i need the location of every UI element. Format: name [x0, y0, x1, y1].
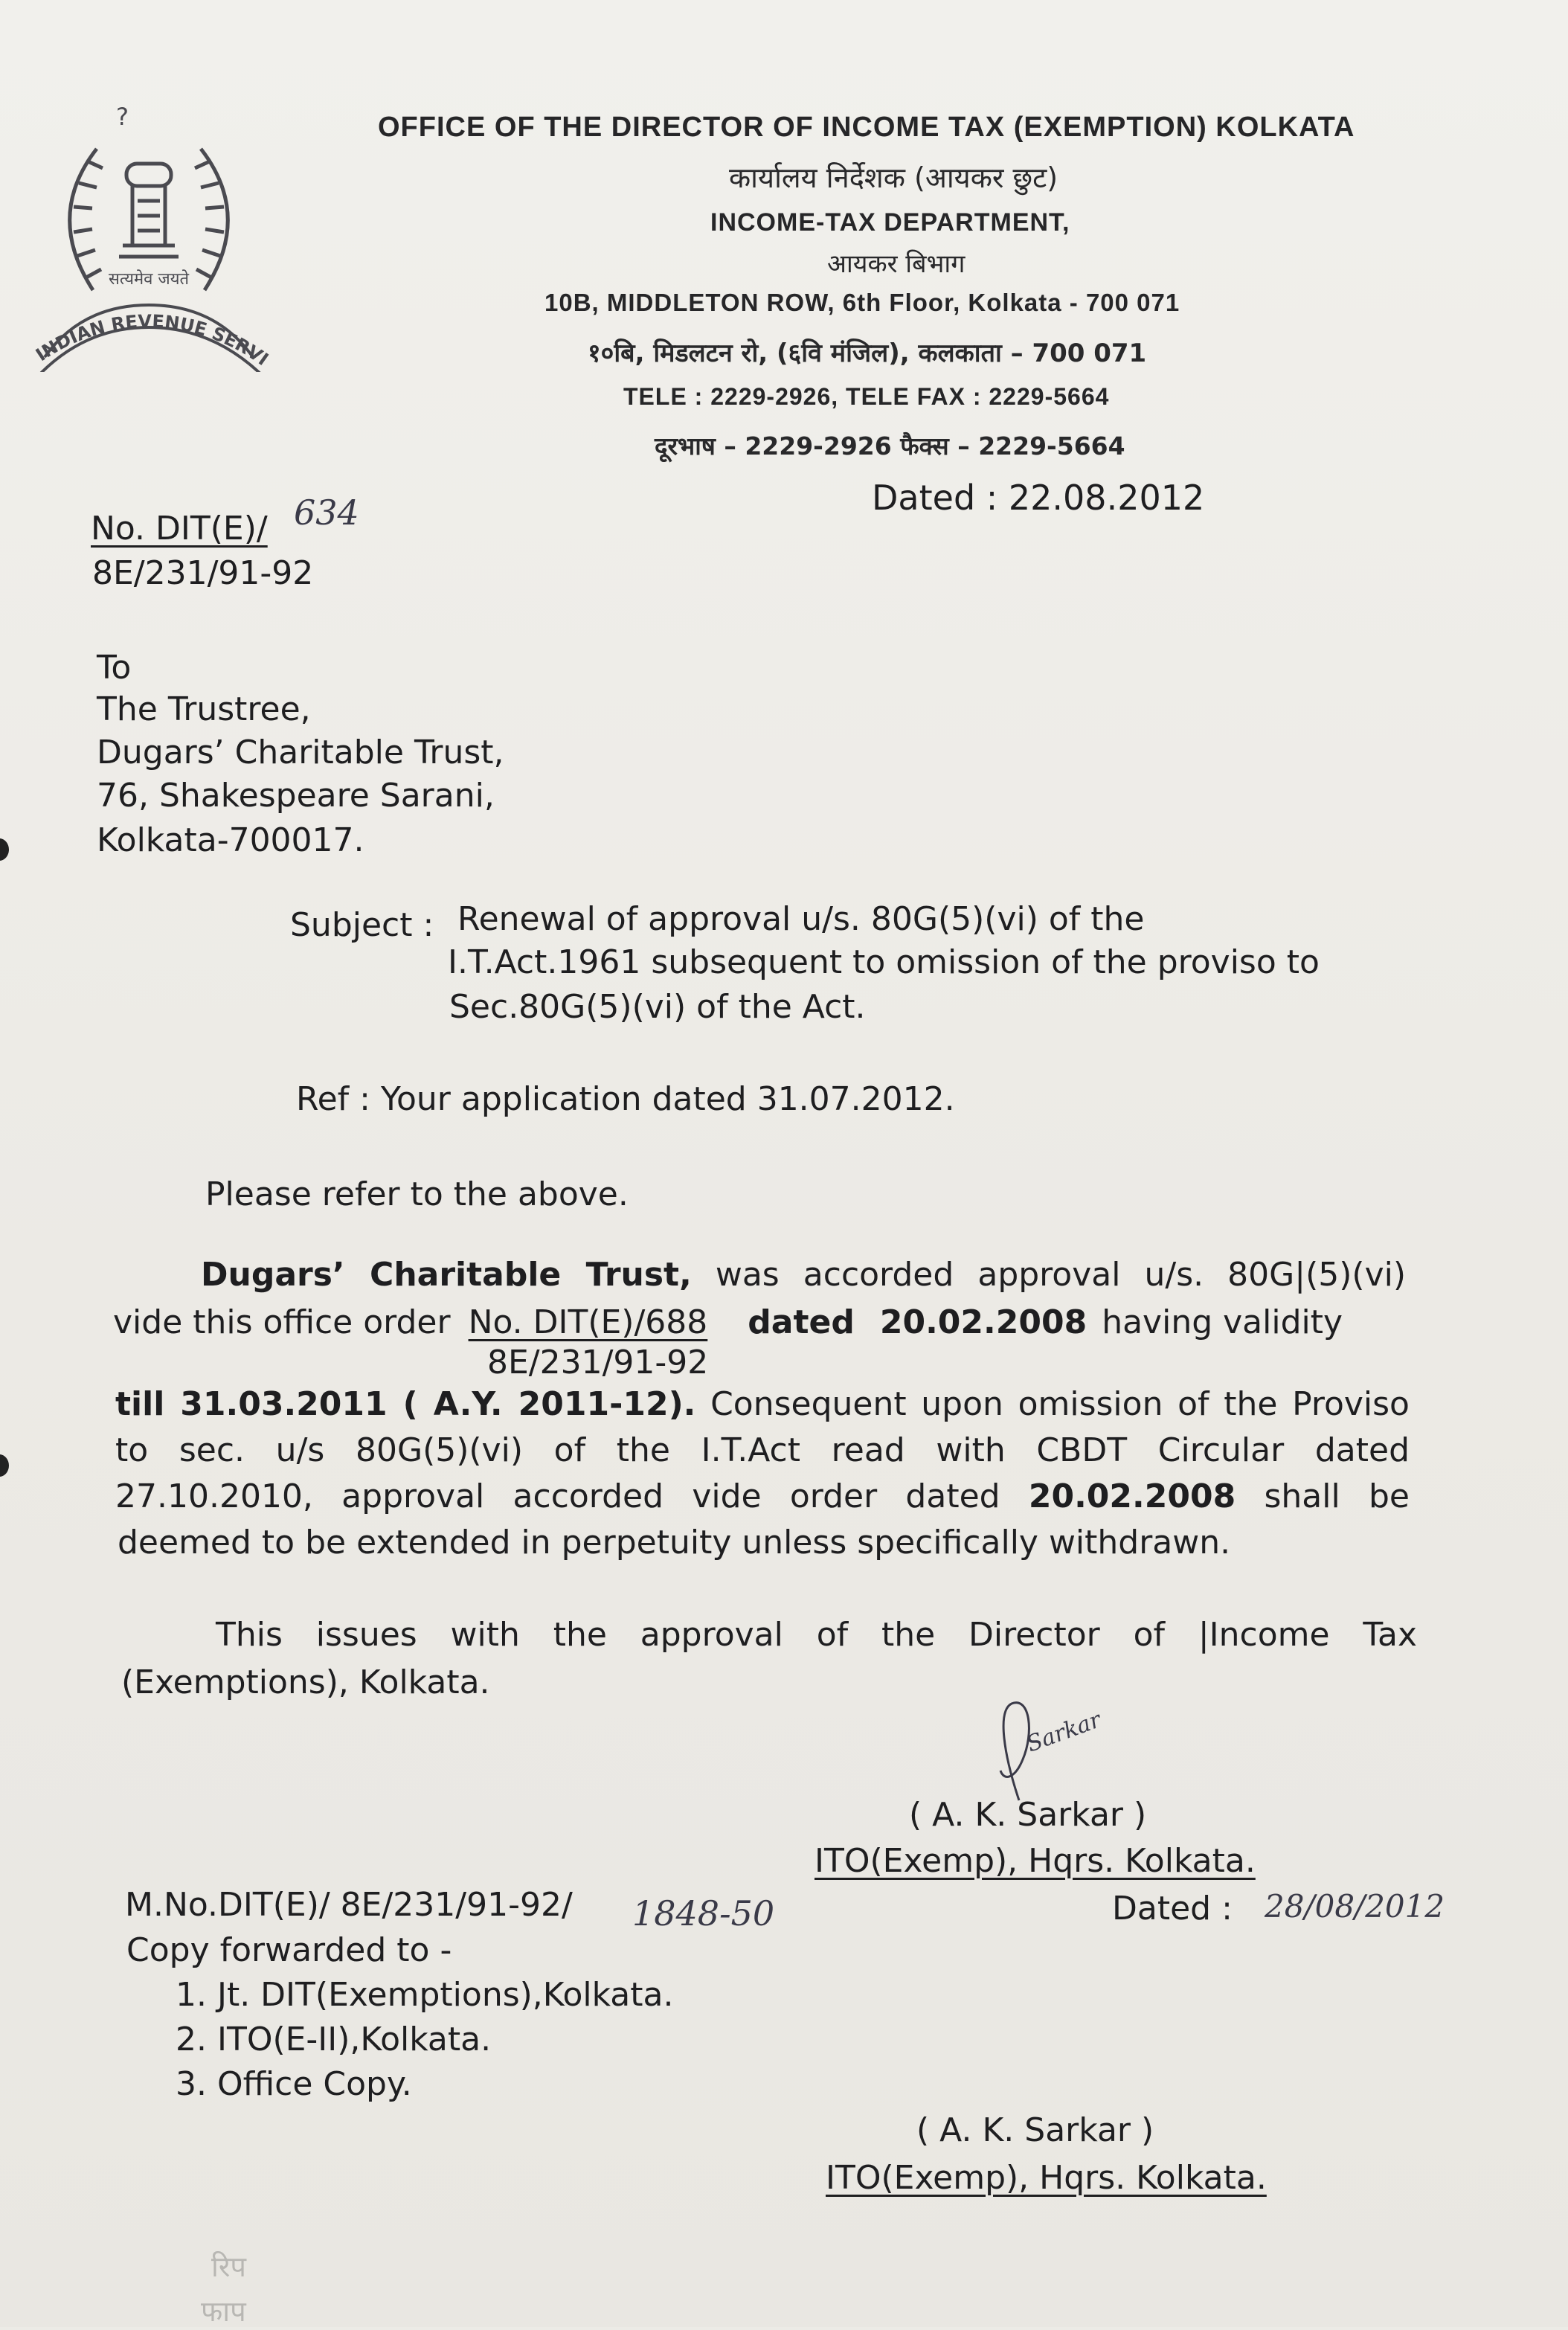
signature-text: Sarkar — [1023, 1707, 1105, 1758]
office-title-en: OFFICE OF THE DIRECTOR OF INCOME TAX (EXEMPTION) KOLKATA — [378, 112, 1355, 143]
para1-line4 — [115, 1385, 1410, 1423]
copy-recipient: 1. Jt. DIT(Exemptions),Kolkata. — [176, 1976, 674, 2014]
para2-line2: (Exemptions), Kolkata. — [121, 1663, 490, 1701]
order-date: 20.02.2008 — [1028, 1477, 1236, 1515]
para1-line2 — [113, 1303, 1343, 1341]
ref-line: Ref : Your application dated 31.07.2012. — [296, 1080, 955, 1118]
reference-number: No. DIT(E)/ — [91, 510, 268, 548]
faint-mark: रिप — [211, 2250, 246, 2283]
signatory-name: ( A. K. Sarkar ) — [909, 1796, 1147, 1834]
copy-dated-label: Dated : — [1112, 1890, 1233, 1928]
validity-till: till 31.03.2011 ( A.Y. 2011-12). — [115, 1385, 696, 1423]
copy-date-handwritten: 28/08/2012 — [1265, 1888, 1445, 1925]
subject-line: Sec.80G(5)(vi) of the Act. — [449, 988, 866, 1026]
para1-text: Consequent upon omission of the Proviso — [710, 1385, 1410, 1423]
subject-label: Subject : — [290, 906, 434, 944]
para1-text: dated — [748, 1303, 855, 1341]
subject-line: Renewal of approval u/s. 80G(5)(vi) of the — [457, 900, 1145, 938]
copy-forwarded-label: Copy forwarded to - — [126, 1931, 452, 1969]
dept-title-hi: आयकर बिभाग — [827, 249, 965, 279]
addressee-line: 76, Shakespeare Sarani, — [97, 777, 495, 815]
address-hi: १०बि, मिडलटन रो, (६वि मंजिल), कलकाता – 700 071 — [588, 338, 1147, 368]
emblem-mark: ? — [116, 104, 129, 131]
letter-date: Dated : 22.08.2012 — [872, 478, 1205, 518]
reference-file: 8E/231/91-92 — [92, 554, 314, 592]
signatory-title: ITO(Exemp), Hqrs. Kolkata. — [826, 2159, 1267, 2197]
reference-number-handwritten: 634 — [294, 492, 359, 533]
order-date: 20.02.2008 — [879, 1303, 1087, 1341]
addressee-line: Dugars’ Charitable Trust, — [97, 734, 504, 771]
signatory-title: ITO(Exemp), Hqrs. Kolkata. — [814, 1842, 1256, 1880]
greeting: Please refer to the above. — [205, 1175, 629, 1213]
para1-text: shall be — [1264, 1477, 1410, 1515]
addressee-line: The Trustree, — [97, 690, 311, 728]
signatory-name: ( A. K. Sarkar ) — [916, 2111, 1154, 2149]
memo-number: M.No.DIT(E)/ 8E/231/91-92/ — [125, 1886, 573, 1924]
memo-number-handwritten: 1848-50 — [632, 1893, 775, 1933]
emblem-motto: सत्यमेव जयते — [108, 270, 190, 289]
para1-line5: to sec. u/s 80G(5)(vi) of the I.T.Act read with CBDT Circular dated — [115, 1431, 1410, 1469]
para1-text: was accorded approval u/s. 80G|(5)(vi) — [715, 1256, 1407, 1294]
to-label: To — [97, 649, 132, 687]
para1-line1 — [201, 1256, 1406, 1294]
emblem-graphic — [15, 104, 283, 372]
punch-hole — [0, 1454, 9, 1477]
para1-line6 — [115, 1477, 1410, 1515]
copy-recipient: 2. ITO(E-II),Kolkata. — [176, 2021, 492, 2058]
copy-recipient: 3. Office Copy. — [176, 2065, 412, 2103]
address-en: 10B, MIDDLETON ROW, 6th Floor, Kolkata - 700 071 — [544, 289, 1180, 316]
order-file: 8E/231/91-92 — [487, 1344, 709, 1381]
subject-line: I.T.Act.1961 subsequent to omission of the proviso to — [448, 943, 1320, 981]
para1-text: 27.10.2010, approval accorded vide order dated — [115, 1477, 1000, 1515]
para2-line1: This issues with the approval of the Director of |Income Tax — [216, 1616, 1417, 1654]
para1-text: vide this office order — [113, 1303, 451, 1341]
para1-text: having validity — [1102, 1303, 1343, 1341]
emblem-ring-text: INDIAN REVENUE SERVI — [32, 310, 272, 370]
signature-scribble — [960, 1689, 1138, 1808]
addressee-line: Kolkata-700017. — [97, 821, 364, 859]
office-title-hi: कार्यालय निर्देशक (आयकर छुट) — [729, 161, 1058, 194]
irs-emblem-stamp — [15, 104, 283, 372]
trust-name: Dugars’ Charitable Trust, — [201, 1256, 692, 1294]
faint-mark: फाप — [201, 2295, 246, 2328]
dept-title-en: INCOME-TAX DEPARTMENT, — [710, 208, 1070, 237]
phone-en: TELE : 2229-2926, TELE FAX : 2229-5664 — [623, 383, 1110, 410]
para1-line7: deemed to be extended in perpetuity unless specifically withdrawn. — [118, 1524, 1231, 1562]
order-number: No. DIT(E)/688 — [468, 1303, 708, 1341]
phone-hi: दूरभाष – 2229-2926 फैक्स – 2229-5664 — [655, 431, 1125, 460]
punch-hole — [0, 838, 9, 861]
